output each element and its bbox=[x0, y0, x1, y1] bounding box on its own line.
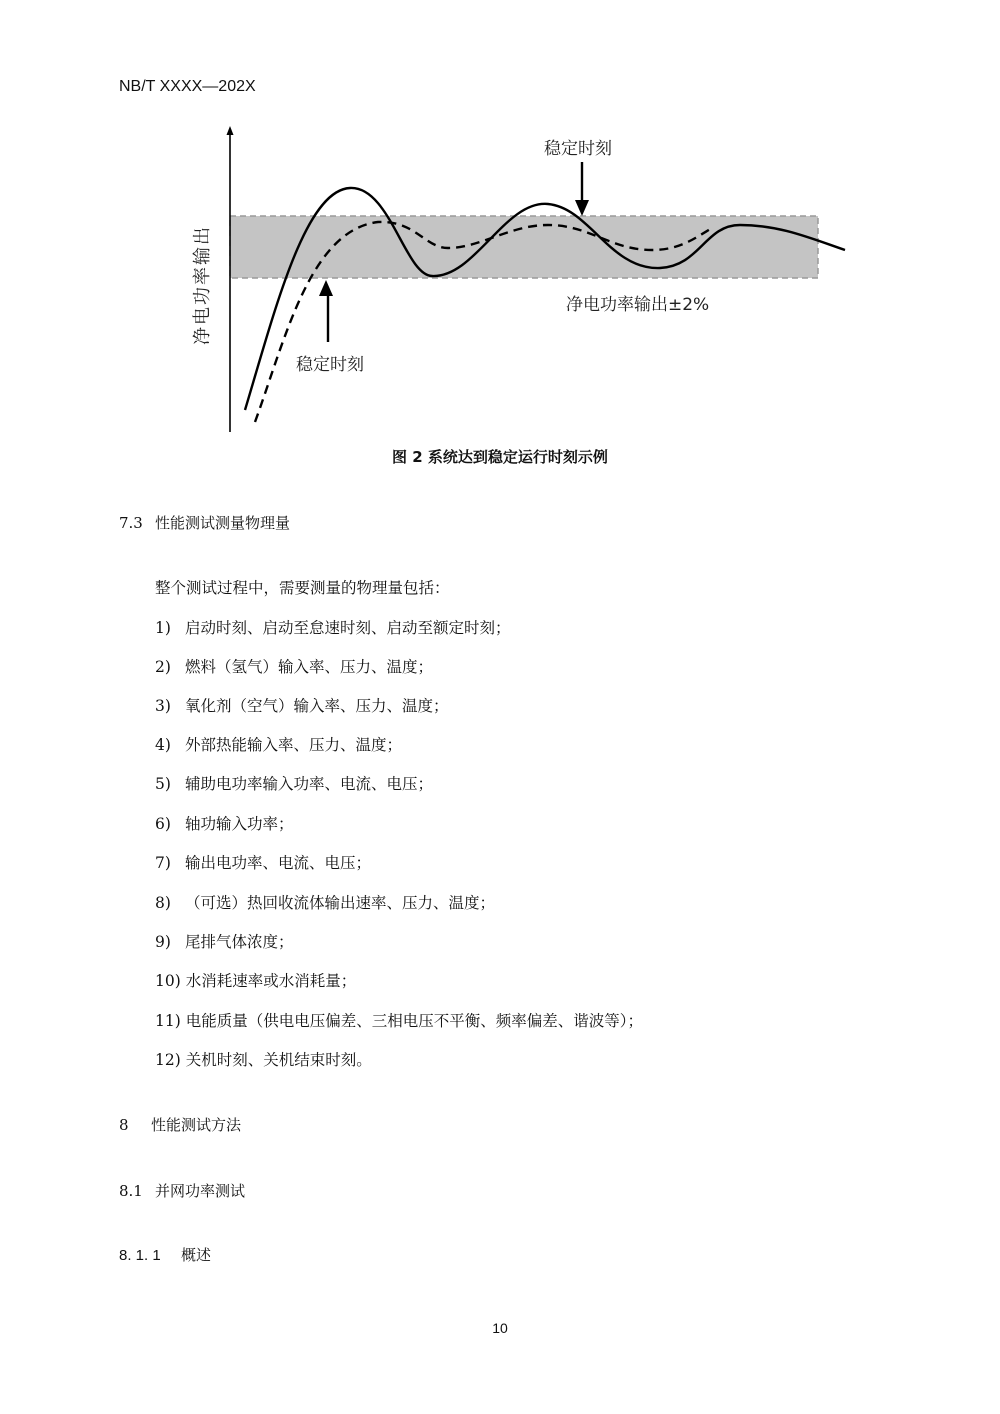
figure-caption: 图 2 系统达到稳定运行时刻示例 bbox=[392, 448, 608, 466]
section-8-heading bbox=[119, 1114, 241, 1135]
stability-diagram bbox=[180, 120, 870, 440]
stability-figure bbox=[180, 120, 870, 440]
section-7-3-heading bbox=[119, 512, 290, 533]
section-number: 8.1 bbox=[119, 1182, 143, 1200]
list-item: 11) 电能质量（供电电压偏差、三相电压不平衡、频率偏差、谐波等）； bbox=[155, 1012, 643, 1030]
section-title: 性能测试测量物理量 bbox=[155, 514, 291, 532]
section-8-1-heading bbox=[119, 1180, 245, 1201]
list-item: 4) 外部热能输入率、压力、温度； bbox=[155, 736, 403, 754]
list-item: 3) 氧化剂（空气）输入率、压力、温度； bbox=[155, 697, 449, 715]
band-label: 净电功率输出±2% bbox=[566, 295, 710, 315]
section-number: 8. 1. 1 bbox=[119, 1247, 161, 1264]
list-item: 1) 启动时刻、启动至怠速时刻、启动至额定时刻； bbox=[155, 619, 511, 637]
y-axis-label: 净电功率输出 bbox=[192, 225, 213, 345]
page-number: 10 bbox=[492, 1320, 508, 1336]
list-item: 8) （可选）热回收流体输出速率、压力、温度； bbox=[155, 894, 496, 912]
section-title: 概述 bbox=[181, 1246, 212, 1264]
section-title: 性能测试方法 bbox=[151, 1116, 242, 1134]
stable-moment-label-top: 稳定时刻 bbox=[544, 139, 612, 159]
y-axis-arrow-icon bbox=[227, 126, 234, 135]
section-8-1-1-heading bbox=[119, 1244, 211, 1265]
section-title: 并网功率测试 bbox=[155, 1182, 246, 1200]
section-number: 8 bbox=[119, 1116, 129, 1134]
stable-moment-label-bottom: 稳定时刻 bbox=[296, 355, 364, 375]
section-number: 7.3 bbox=[119, 514, 143, 532]
list-item: 2) 燃料（氢气）输入率、压力、温度； bbox=[155, 658, 434, 676]
list-item: 12) 关机时刻、关机结束时刻。 bbox=[155, 1051, 372, 1069]
list-item: 6) 轴功输入功率； bbox=[155, 815, 294, 833]
top-arrow-head-icon bbox=[575, 200, 589, 216]
list-item: 5) 辅助电功率输入功率、电流、电压； bbox=[155, 775, 434, 793]
bottom-arrow-head-icon bbox=[319, 280, 333, 296]
document-code-header: NB/T XXXX—202X bbox=[119, 78, 256, 95]
list-item: 7) 输出电功率、电流、电压； bbox=[155, 854, 372, 872]
list-item: 10) 水消耗速率或水消耗量； bbox=[155, 972, 357, 990]
list-item: 9) 尾排气体浓度； bbox=[155, 933, 294, 951]
intro-paragraph: 整个测试过程中，需要测量的物理量包括： bbox=[155, 579, 450, 597]
